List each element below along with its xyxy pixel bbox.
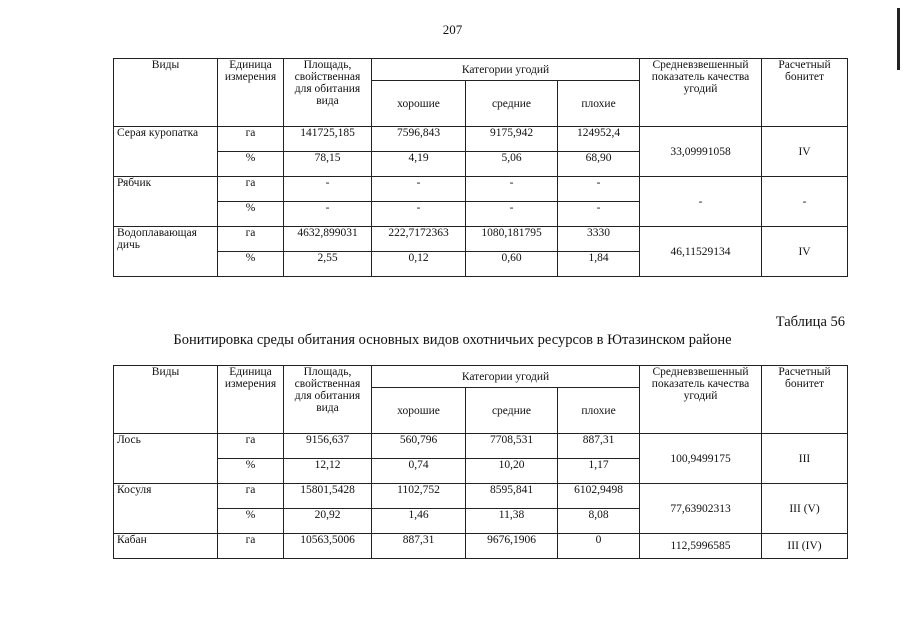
quality-cell: 77,63902313	[640, 484, 762, 534]
medium-cell: 11,38	[466, 509, 558, 534]
header-bonitet: Расчетный бонитет	[762, 366, 848, 434]
table-title: Бонитировка среды обитания основных видов охотничьих ресурсов в Ютазинском районе	[173, 332, 732, 348]
area-cell: 10563,5006	[284, 534, 372, 559]
good-cell: 560,796	[372, 434, 466, 459]
quality-cell: 112,5996585	[640, 534, 762, 559]
area-cell: 4632,899031	[284, 227, 372, 252]
table-row	[114, 534, 848, 559]
scan-edge-line	[897, 8, 900, 70]
bad-cell: 1,84	[558, 252, 640, 277]
species-name: Кабан	[114, 534, 218, 559]
header-species: Виды	[114, 366, 218, 434]
bad-cell: 8,08	[558, 509, 640, 534]
unit-cell: %	[218, 252, 284, 277]
table-row	[114, 434, 848, 459]
bonitet-cell: III (V)	[762, 484, 848, 534]
bad-cell: -	[558, 202, 640, 227]
table-row	[114, 127, 848, 152]
unit-cell: га	[218, 434, 284, 459]
area-cell: 12,12	[284, 459, 372, 484]
bonitet-cell: III	[762, 434, 848, 484]
good-cell: 222,7172363	[372, 227, 466, 252]
bonitet-cell: -	[762, 177, 848, 227]
header-unit: Единица измерения	[218, 366, 284, 434]
medium-cell: 1080,181795	[466, 227, 558, 252]
species-name: Рябчик	[114, 177, 218, 227]
header-bad: плохие	[558, 81, 640, 127]
bonitet-cell: IV	[762, 227, 848, 277]
bad-cell: 0	[558, 534, 640, 559]
header-area: Площадь, свойственная для обитания вида	[284, 366, 372, 434]
good-cell: 1102,752	[372, 484, 466, 509]
medium-cell: 9676,1906	[466, 534, 558, 559]
table-label: Таблица 56	[775, 314, 845, 330]
area-cell: 9156,637	[284, 434, 372, 459]
unit-cell: %	[218, 509, 284, 534]
quality-cell: -	[640, 177, 762, 227]
quality-cell: 46,11529134	[640, 227, 762, 277]
area-cell: 20,92	[284, 509, 372, 534]
quality-cell: 33,09991058	[640, 127, 762, 177]
medium-cell: -	[466, 202, 558, 227]
table-row	[114, 484, 848, 509]
header-bonitet: Расчетный бонитет	[762, 59, 848, 127]
bad-cell: 6102,9498	[558, 484, 640, 509]
bad-cell: 3330	[558, 227, 640, 252]
header-quality: Средневзвешенный показатель качества угодий	[640, 59, 762, 127]
bonitet-cell: III (IV)	[762, 534, 848, 559]
good-cell: 0,74	[372, 459, 466, 484]
header-good: хорошие	[372, 81, 466, 127]
bad-cell: 124952,4	[558, 127, 640, 152]
good-cell: 0,12	[372, 252, 466, 277]
medium-cell: 8595,841	[466, 484, 558, 509]
header-row	[114, 59, 848, 81]
bonitet-cell: IV	[762, 127, 848, 177]
bad-cell: -	[558, 177, 640, 202]
medium-cell: 10,20	[466, 459, 558, 484]
unit-cell: га	[218, 127, 284, 152]
unit-cell: га	[218, 177, 284, 202]
header-species: Виды	[114, 59, 218, 127]
unit-cell: га	[218, 484, 284, 509]
good-cell: 887,31	[372, 534, 466, 559]
unit-cell: га	[218, 534, 284, 559]
unit-cell: %	[218, 202, 284, 227]
area-cell: -	[284, 202, 372, 227]
table-row	[114, 177, 848, 202]
area-cell: -	[284, 177, 372, 202]
header-good: хорошие	[372, 388, 466, 434]
good-cell: -	[372, 202, 466, 227]
page-number: 207	[442, 22, 463, 37]
area-cell: 2,55	[284, 252, 372, 277]
header-categories: Категории угодий	[372, 366, 640, 388]
header-area: Площадь, свойственная для обитания вида	[284, 59, 372, 127]
unit-cell: %	[218, 459, 284, 484]
medium-cell: 0,60	[466, 252, 558, 277]
species-name: Водоплавающая дичь	[114, 227, 218, 277]
area-cell: 15801,5428	[284, 484, 372, 509]
medium-cell: 7708,531	[466, 434, 558, 459]
header-row	[114, 366, 848, 388]
header-categories: Категории угодий	[372, 59, 640, 81]
header-medium: средние	[466, 388, 558, 434]
habitat-table-2	[113, 365, 848, 559]
good-cell: 7596,843	[372, 127, 466, 152]
bad-cell: 1,17	[558, 459, 640, 484]
quality-cell: 100,9499175	[640, 434, 762, 484]
medium-cell: 9175,942	[466, 127, 558, 152]
unit-cell: %	[218, 152, 284, 177]
medium-cell: 5,06	[466, 152, 558, 177]
area-cell: 141725,185	[284, 127, 372, 152]
header-medium: средние	[466, 81, 558, 127]
area-cell: 78,15	[284, 152, 372, 177]
species-name: Косуля	[114, 484, 218, 534]
species-name: Серая куропатка	[114, 127, 218, 177]
header-quality: Средневзвешенный показатель качества угодий	[640, 366, 762, 434]
good-cell: -	[372, 177, 466, 202]
header-unit: Единица измерения	[218, 59, 284, 127]
table-row	[114, 227, 848, 252]
species-name: Лось	[114, 434, 218, 484]
bad-cell: 68,90	[558, 152, 640, 177]
good-cell: 1,46	[372, 509, 466, 534]
good-cell: 4,19	[372, 152, 466, 177]
unit-cell: га	[218, 227, 284, 252]
habitat-table-1	[113, 58, 848, 277]
header-bad: плохие	[558, 388, 640, 434]
bad-cell: 887,31	[558, 434, 640, 459]
medium-cell: -	[466, 177, 558, 202]
